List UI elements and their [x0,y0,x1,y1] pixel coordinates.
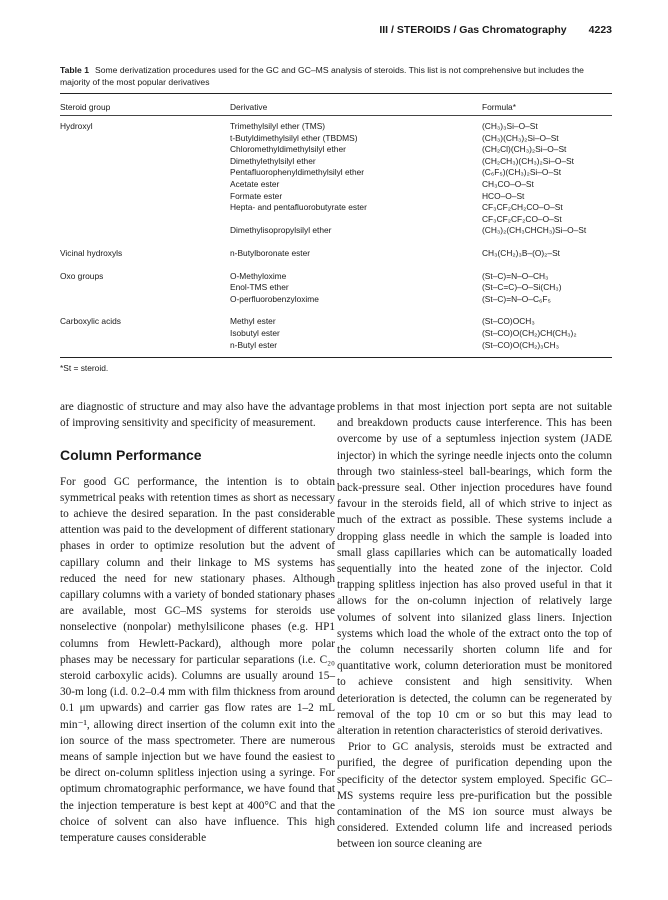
formula-item: CF₃CF₂CH₂CO–O–St [482,202,563,213]
formula-item: HCO–O–St [482,190,525,201]
table-label: Table 1 [60,65,89,75]
derivative-item: Pentafluorophenyldimethylsilyl ether [230,167,365,178]
left-column [60,399,335,846]
running-head [379,24,612,36]
derivative-item: Hepta- and pentafluorobutyrate ester [230,202,367,213]
table-caption-text: Some derivatization procedures used for the GC and GC–MS analysis of steroids. This list is not comprehensive but includes the majority of the most popular derivatives [60,65,584,87]
formula-cell [482,316,612,351]
derivative-item: n-Butylboronate ester [230,247,311,258]
formula-item: (St–CO)OCH₃ [482,316,535,327]
section-heading: Column Performance [60,447,202,464]
left-intro-paragraph: are diagnostic of structure and may also have the advantage of improving sensitivity and specificity of measurement. [60,401,335,430]
formula-cell [482,248,612,260]
derivative-item: Dimethylethylsilyl ether [230,155,316,166]
right-paragraph-2: Prior to GC analysis, steroids must be extracted and purified, the degree of purification depending upon the specificity of the detector system employed. Specific GC–MS systems require less pre-purification but the possible contamination of the MS ion source must always be considered. Extended column life and increased periods between ion source cleaning are [337,741,612,851]
table-body [60,116,612,357]
formula-item: (C₆F₅)(CH₃)₂Si–O–St [482,167,562,178]
table-row-group [60,121,612,237]
derivative-cell [230,121,482,237]
derivative-item: Methyl ester [230,316,276,327]
derivative-item: O-Methyloxime [230,270,287,281]
derivative-item: Trimethylsilyl ether (TMS) [230,121,326,131]
formula-item: CH₃(CH₂)₃B–(O)₂–St [482,247,561,258]
derivative-item: Enol-TMS ether [230,282,289,293]
derivative-item: Acetate ester [230,178,280,189]
table-caption [60,64,612,88]
steroid-group-cell: Carboxylic acids [60,316,121,327]
formula-item: (St–CO)O(CH₂)₃CH₃ [482,339,560,350]
formula-item: (CH₂CH₃)(CH₃)₂Si–O–St [482,155,574,166]
steroid-group-cell: Vicinal hydroxyls [60,247,123,258]
table-row-group [60,248,612,260]
table-row-group [60,316,612,351]
right-paragraph-1: problems in that most injection port septa are not suitable and breakdown products cause interference. This has been overcome by use of a septumless injection system (JADE injector) in which the syringe needle injects onto the column through two stainless-steel ball-bearings, which form the back-pressure seal. Other injection procedures have found favour in the steroids field, all of which strive to inject as much of the extract as possible. These systems include a dropping glass needle in which the sample is loaded into small glass capillaries which can be automatically loaded sequentially into the heated zone of the injector. Cold trapping splitless injection has also proved useful in that it allows for the on-column injection of relatively large volumes of solvent into silanized glass liners. Injection systems which load the whole of the extract onto the top of the column necessarily shorten column life and for quantitative work, column deterioration must be monitored to achieve consistent and high sensitivity. When deterioration is detected, the column can be regenerated by removal of the top 10 cm or so but this may lead to alteration in retention characteristics of steroid derivatives. [337,401,612,738]
derivative-item: Isobutyl ester [230,327,280,338]
formula-item: (St–C)=N–O–C₆F₅ [482,293,551,304]
derivative-cell [230,248,482,260]
table-footnote: *St = steroid. [60,363,109,374]
formula-item: (St–C=C)–O–Si(CH₃) [482,282,562,293]
formula-item: CH₃CO–O–St [482,178,534,189]
formula-item: (St–C)=N–O–CH₃ [482,270,549,281]
column-header-formula: Formula* [482,101,516,112]
left-body-paragraph: For good GC performance, the intention is to obtain symmetrical peaks with retention times as short as necessary to achieve the desired separation. In the past considerable attention was paid to the development of different stationary phases in order to optimize resolution but the advent of capillary column and their linkage to MS systems has reduced the need for new stationary phases. Although capillary columns with a variety of bonded stationary phases are available, most GC–MS systems for steroids use nonselective (nonpolar) methylsilicone phases (e.g. HP1 columns from Hewlett-Packard), although more polar phases may be necessary for particular separations (i.e. C₂₀ steroid carboxylic acids). Columns are usually around 15–30-m long (i.d. 0.2–0.4 mm with film thickness from around 0.1 μm upwards) and carrier gas flow rates are 1–2 mL min⁻¹, allowing direct insertion of the column exit into the ion source of the mass spectrometer. There are numerous means of sample injection but we have found the easiest to be direct on-column splitless injection using a syringe. For optimum chromatographic performance, we have found that the injection temperature is best kept at 400°C and that the choice of solvent can also have influence. This high temperature causes considerable [60,475,335,845]
table-row-group [60,271,612,306]
right-column [337,399,612,853]
running-head-section: III / STEROIDS / Gas Chromatography [379,24,567,36]
page-number: 4223 [588,24,612,36]
derivative-item: t-Butyldimethylsilyl ether (TBDMS) [230,132,358,143]
formula-item: (CH₃)₃Si–O–St [482,121,538,131]
steroid-group-cell: Hydroxyl [60,121,93,131]
table-top-rule [60,93,612,94]
formula-item: CF₃CF₂CF₂CO–O–St [482,213,562,224]
formula-item: (CH₃)(CH₃)₂Si–O–St [482,132,559,143]
formula-item: (CH₂Cl)(CH₃)₂Si–O–St [482,144,567,155]
derivative-item [230,214,482,226]
table-1 [60,64,612,373]
formula-item: (CH₃)₂(CH₃CHCH₃)Si–O–St [482,225,587,236]
derivative-item: O-perfluorobenzyloxime [230,293,319,304]
derivative-item: Dimethylisopropylsilyl ether [230,225,332,236]
column-header-steroid-group: Steroid group [60,101,111,112]
derivative-cell [230,271,482,306]
derivative-item: n-Butyl ester [230,339,278,350]
derivative-item: Formate ester [230,190,283,201]
derivative-item: Chloromethyldimethylsilyl ether [230,144,346,155]
steroid-group-cell: Oxo groups [60,270,104,281]
column-header-derivative: Derivative [230,101,268,112]
formula-cell [482,271,612,306]
table-bottom-rule [60,357,612,358]
formula-item: (St–CO)O(CH₂)CH(CH₃)₂ [482,327,577,338]
derivative-cell [230,316,482,351]
formula-cell [482,121,612,237]
table-header-row [60,98,612,115]
